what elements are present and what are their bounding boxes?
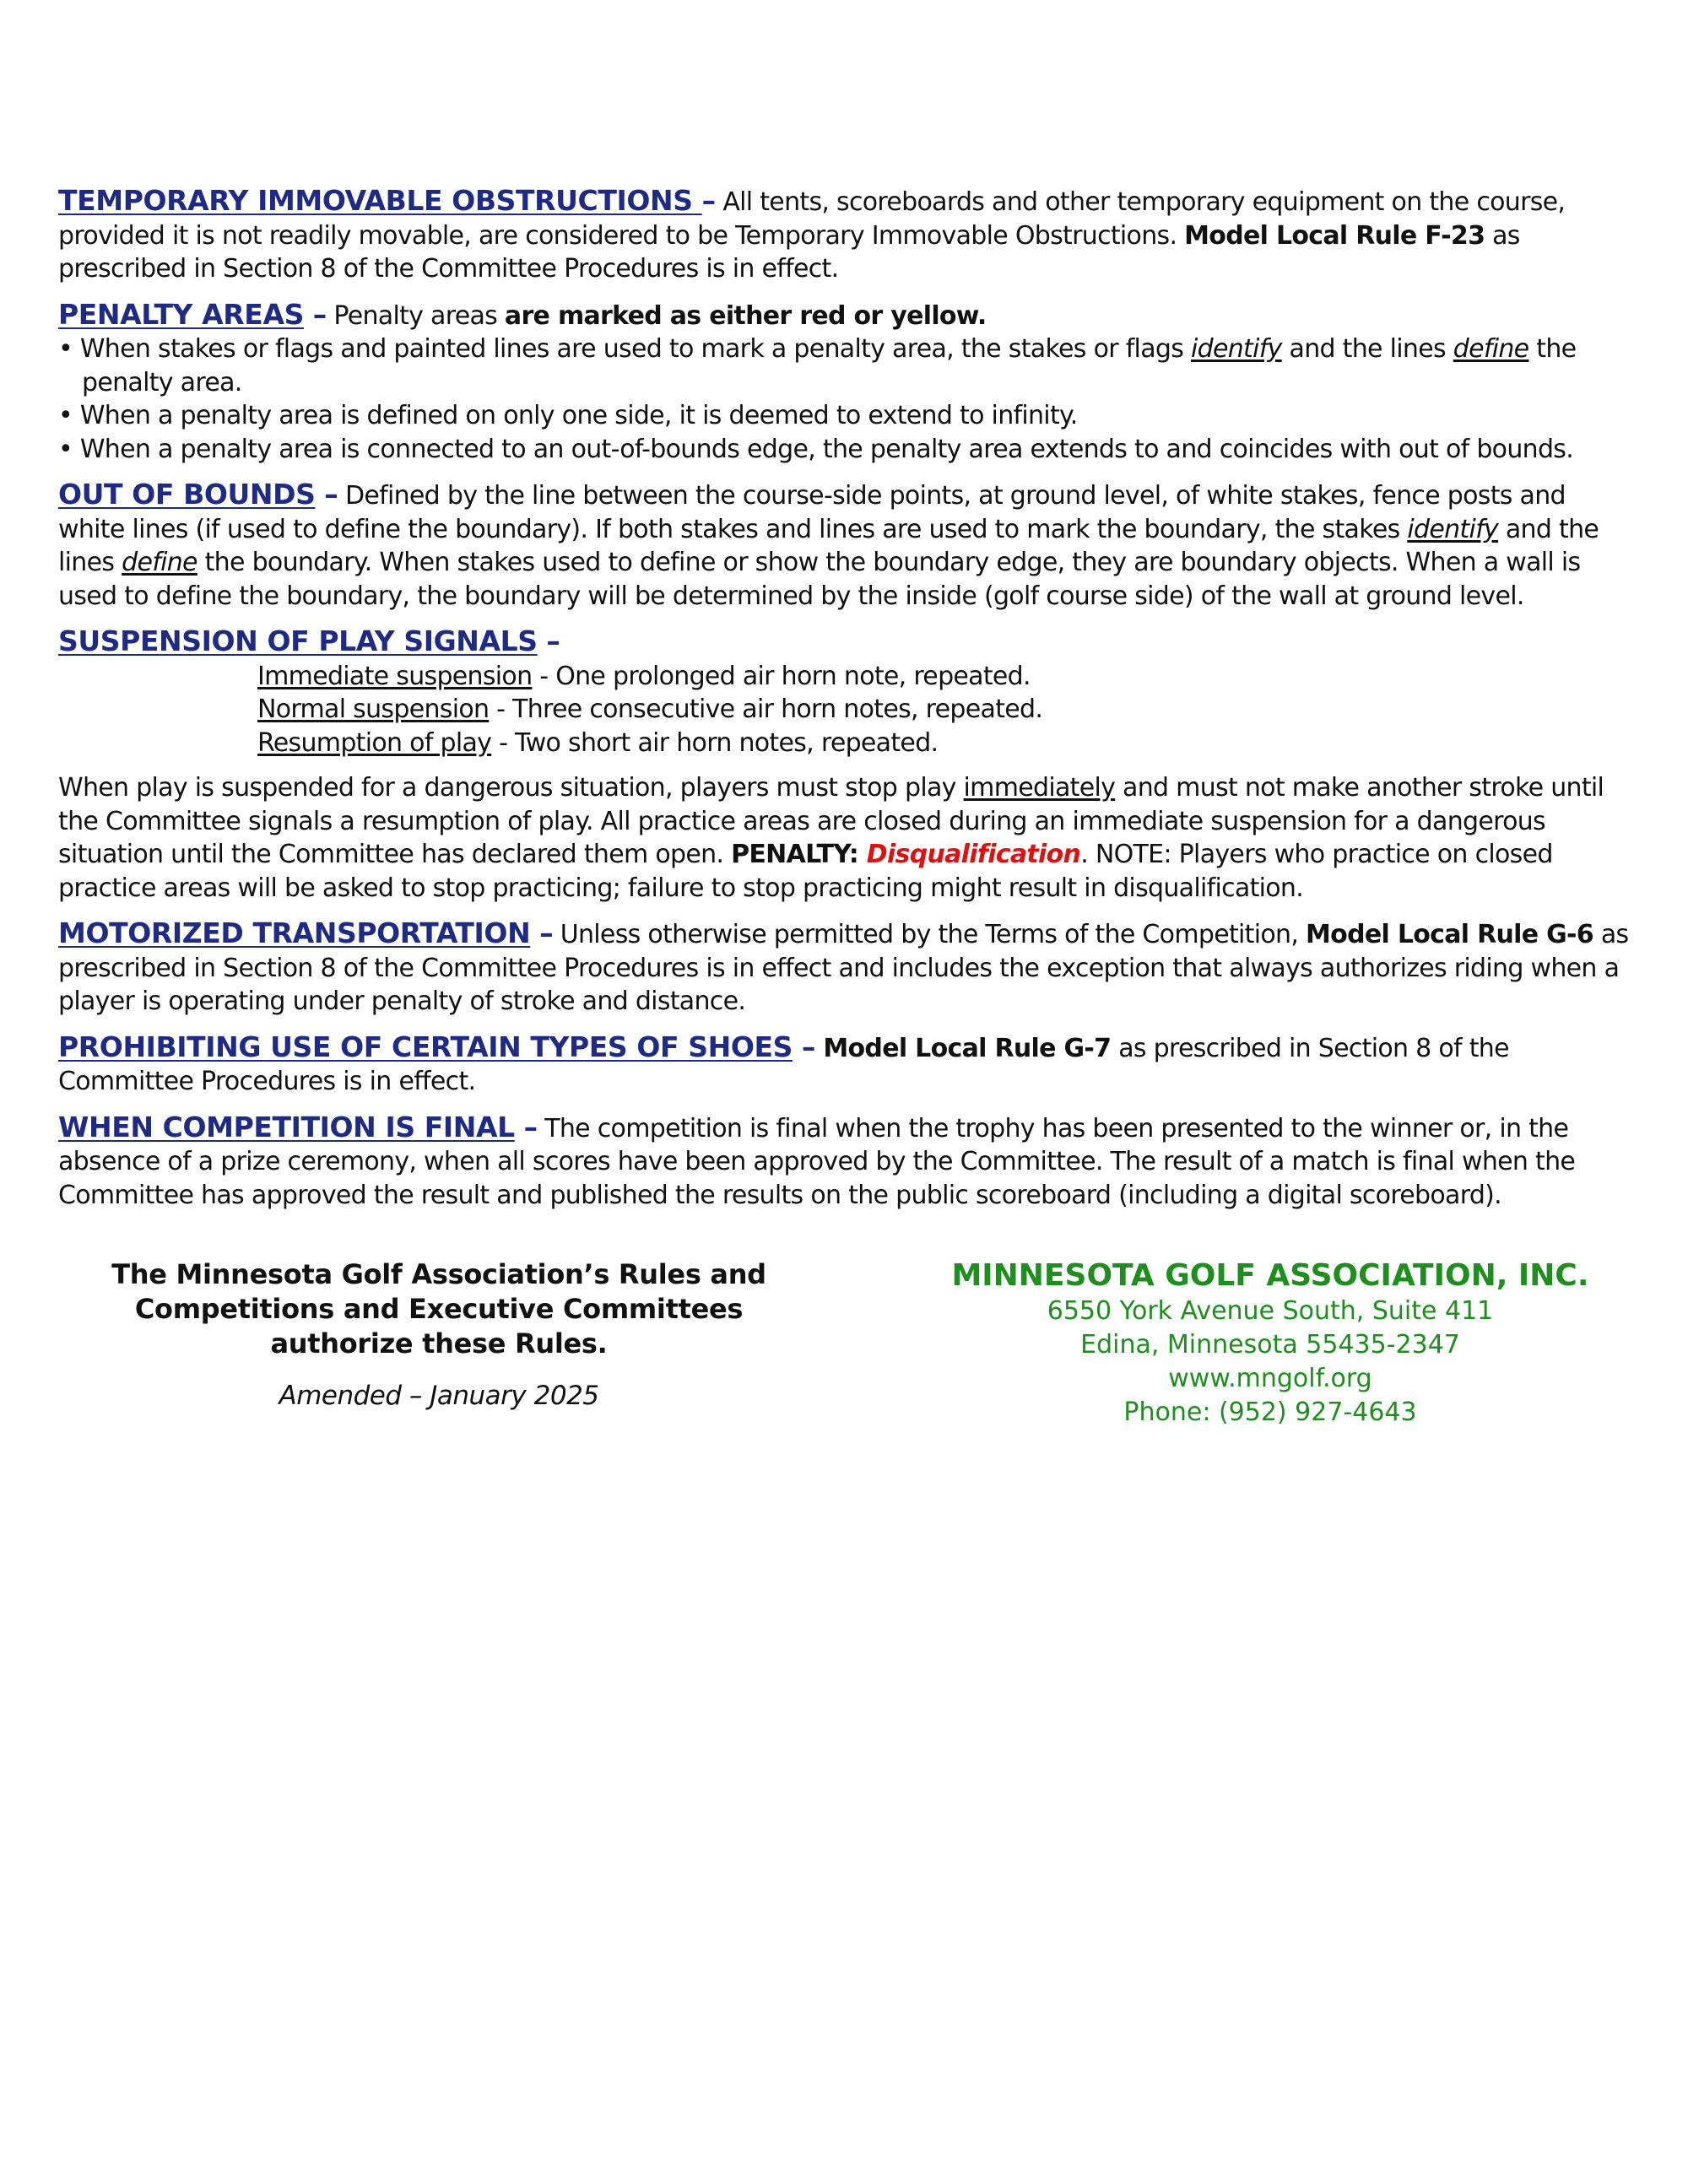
suspension-signals <box>257 660 1637 760</box>
define-text: define <box>122 548 197 577</box>
amended-date: Amended – January 2025 <box>279 1381 599 1411</box>
heading-dash: – <box>303 297 327 331</box>
bullet-item <box>58 332 1637 399</box>
text: All tents, scoreboards and other temporary equipment on the course, provided it is not readily movable, are considered to be Temporary Immovable Obstructions. <box>58 187 1566 251</box>
heading-dash: – <box>701 184 716 217</box>
signal-label: Immediate suspension <box>257 661 533 691</box>
text: Unless otherwise permitted by the Terms of the Competition, <box>552 920 1306 949</box>
identify-text: identify <box>1407 514 1499 544</box>
penalty-label: PENALTY: <box>731 840 867 869</box>
section-out-of-bounds <box>58 478 1637 613</box>
text: and must not make another stroke until the Committee signals a resumption of play. All practice areas are closed during an immediate suspension for a dangerous situation until the Committee has declared them open. <box>58 773 1604 869</box>
authorization-line: authorize these Rules. <box>270 1327 608 1360</box>
bold-text: are marked as either red or yellow. <box>504 300 987 331</box>
text: • When stakes or flags and painted lines are used to mark a penalty area, the stakes or flags <box>58 334 1191 364</box>
text: When play is suspended for a dangerous situation, players must stop play <box>58 773 964 803</box>
text: as prescribed in Section 8 of the Committee Procedures is in effect and includes the exception that always authorizes riding when a player is operating under penalty of stroke and distance. <box>58 920 1629 1016</box>
bold-rule-ref: Model Local Rule G-7 <box>814 1033 1112 1063</box>
immediately-text: immediately <box>963 773 1116 803</box>
signal-label: Resumption of play <box>257 727 492 758</box>
text: as prescribed in Section 8 of the Committee Procedures is in effect. <box>58 220 1520 284</box>
identify-text: identify <box>1191 334 1282 364</box>
section-suspension-heading <box>58 624 1637 660</box>
section-shoes <box>58 1030 1637 1099</box>
heading-penalty-areas: PENALTY AREAS <box>58 297 304 331</box>
text: Defined by the line between the course-side points, at ground level, of white stakes, fence posts and white lines (if used to define the boundary). If both stakes and lines are used to mark the boundary, the stakes <box>58 481 1566 544</box>
heading-dash: – <box>537 624 560 657</box>
text: the boundary. When stakes used to define or show the boundary edge, they are boundary objects. When a wall is used to define the boundary, the boundary will be determined by the inside (golf course side) of the wall at ground level. <box>58 548 1581 611</box>
address-line: Edina, Minnesota 55435-2347 <box>1080 1330 1460 1360</box>
penalty-bullets <box>58 332 1637 466</box>
signal-row <box>257 693 1637 727</box>
heading-out-of-bounds: OUT OF BOUNDS <box>58 478 316 511</box>
signal-label: Normal suspension <box>257 695 490 724</box>
bold-rule-ref: Model Local Rule F-23 <box>1184 220 1485 251</box>
bold-rule-ref: Model Local Rule G-6 <box>1306 920 1593 949</box>
heading-competition-final: WHEN COMPETITION IS FINAL <box>58 1110 515 1143</box>
section-penalty-areas <box>58 298 1637 467</box>
authorization-line: Competitions and Executive Committees <box>134 1293 744 1325</box>
text: and the lines <box>1281 334 1453 364</box>
suspension-paragraph <box>58 771 1637 905</box>
authorization-note <box>84 1257 793 1361</box>
heading-dash: – <box>514 1110 538 1143</box>
organization-name: MINNESOTA GOLF ASSOCIATION, INC. <box>951 1258 1589 1293</box>
text: The competition is final when the trophy has been presented to the winner or, in the absence of a prize ceremony, when all scores have been approved by the Committee. The result of a match is final when the Committee has approved the result and published the results on the public scoreboard (including a digital scoreboard). <box>58 1113 1576 1210</box>
bullet-item: • When a penalty area is connected to an out-of-bounds edge, the penalty area extends to and coincides with out of bounds. <box>58 434 1574 464</box>
section-temporary-obstructions <box>58 184 1637 286</box>
authorization-line: The Minnesota Golf Association’s Rules and <box>111 1258 766 1290</box>
disqualification-text: Disqualification <box>866 840 1081 869</box>
heading-temporary-obstructions: TEMPORARY IMMOVABLE OBSTRUCTIONS <box>58 184 702 217</box>
signal-row <box>257 660 1637 694</box>
heading-dash: – <box>793 1030 815 1063</box>
phone-number: Phone: (952) 927-4643 <box>1123 1397 1417 1427</box>
text: as prescribed in Section 8 of the Committee Procedures is in effect. <box>58 1033 1509 1096</box>
organization-contact <box>912 1257 1629 1430</box>
section-competition-final <box>58 1111 1637 1213</box>
heading-dash: – <box>315 478 338 511</box>
address-line: 6550 York Avenue South, Suite 411 <box>1047 1296 1494 1326</box>
bullet-item: • When a penalty area is defined on only one side, it is deemed to extend to infinity. <box>58 401 1078 430</box>
signal-row <box>257 727 1637 760</box>
heading-suspension: SUSPENSION OF PLAY SIGNALS <box>58 624 538 657</box>
section-motorized <box>58 916 1637 1019</box>
text: the penalty area. <box>82 334 1577 397</box>
heading-dash: – <box>530 916 553 949</box>
define-text: define <box>1453 334 1529 364</box>
signal-text: - Three consecutive air horn notes, repeated. <box>489 695 1043 724</box>
website-link[interactable]: www.mngolf.org <box>1168 1364 1372 1393</box>
heading-motorized: MOTORIZED TRANSPORTATION <box>58 916 531 949</box>
signal-text: - Two short air horn notes, repeated. <box>491 727 939 758</box>
heading-shoes: PROHIBITING USE OF CERTAIN TYPES OF SHOES <box>58 1030 793 1063</box>
text: and the lines <box>58 514 1599 577</box>
text: . NOTE: Players who practice on closed practice areas will be asked to stop practicing; failure to stop practicing might result in disqualification. <box>58 840 1553 903</box>
rules-content <box>58 184 1637 1224</box>
signal-text: - One prolonged air horn note, repeated. <box>532 661 1031 691</box>
text: Penalty areas <box>326 300 505 331</box>
